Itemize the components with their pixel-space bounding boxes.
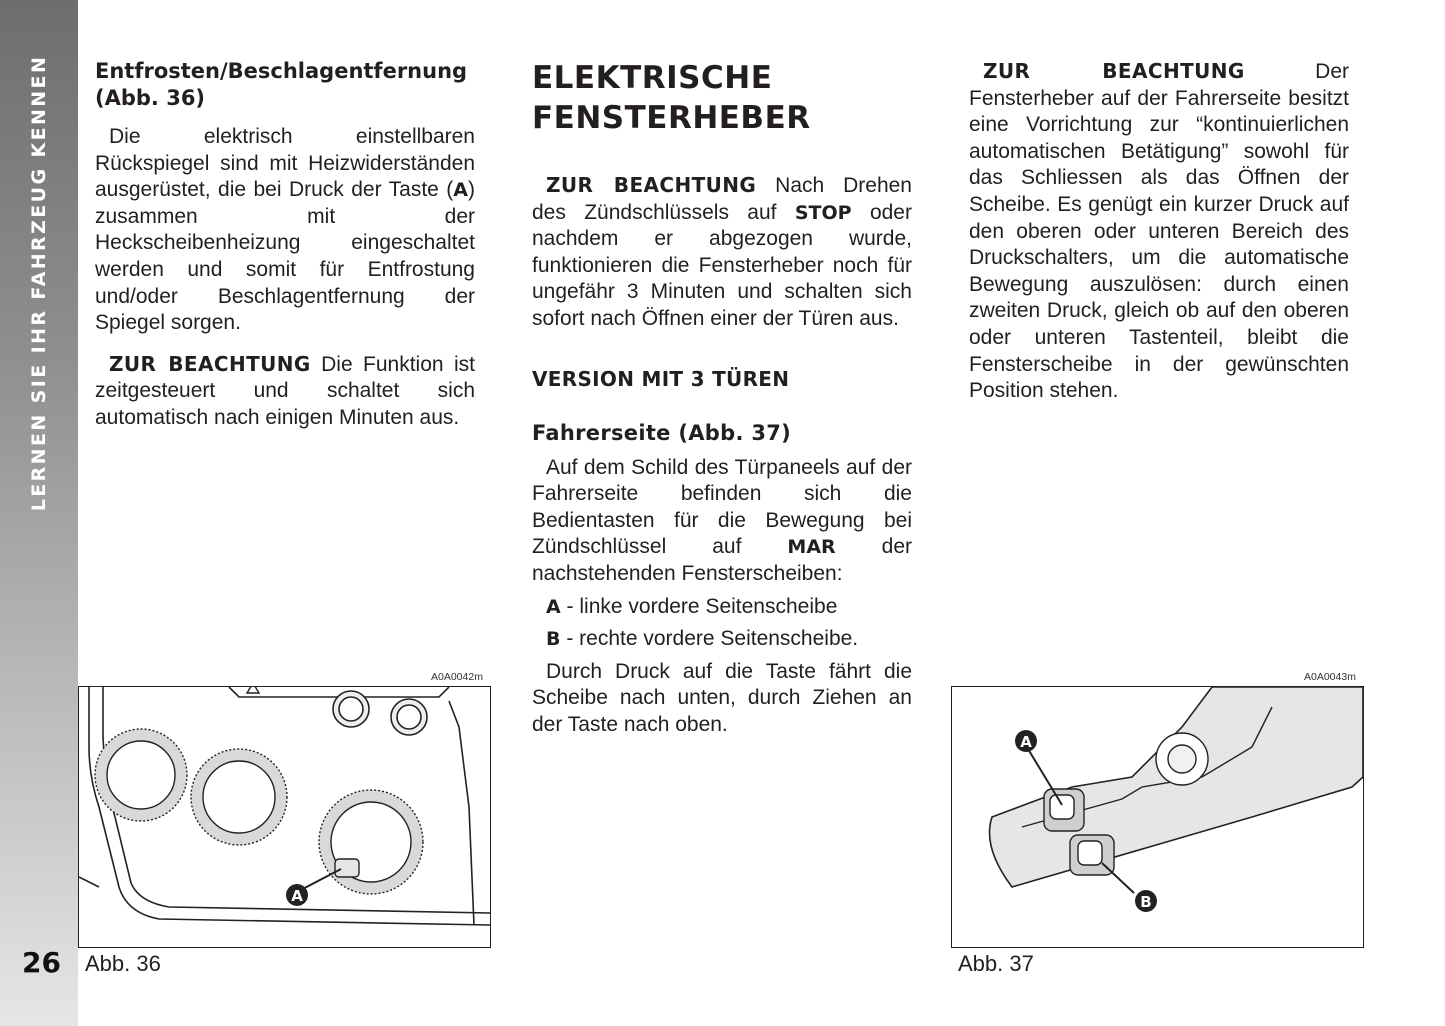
figure-37-callout-a: A [1020,733,1032,751]
defrost-note [95,351,475,432]
defrost-text-2: ) zusammen mit der Heckscheibenheizung eingeschaltet werden und somit für Entfrostung und/oder Beschlagentfernung der Spiegel sorgen. [95,178,475,335]
figure-37-illustration [951,686,1364,948]
version-heading: VERSION MIT 3 TÜREN [532,366,790,391]
figure-37-caption: Abb. 37 [958,951,1034,976]
figure-36-code: A0A0042m [431,671,483,683]
defrost-text-1: Die elektrisch einstellbaren Rückspiegel sind mit Heizwiderständen ausgerüstet, die bei Druck der Taste ( [95,125,475,202]
sidebar-title: LERNEN SIE IHR FAHRZEUG KENNEN [28,54,50,512]
note-keyword: ZUR BEACHTUNG [546,173,757,197]
section-heading-defrost: Entfrosten/Beschlagentfernung (Abb. 36) [95,59,468,110]
column-left [95,58,475,432]
sidebar [0,0,78,1026]
driver-text-1: Auf dem Schild des Türpaneels auf der Fahrerseite befinden sich die Bedientasten für die Bewegung bei Zündschlüssel auf [532,455,912,559]
driver-side-heading: Fahrerseite (Abb. 37) [532,420,792,445]
window-switch-panel-drawing [952,687,1363,947]
figure-37-callout-b: B [1140,893,1152,911]
figure-36-illustration [78,686,491,948]
main-heading-line1: ELEKTRISCHE [532,60,773,96]
list-item-key: A [546,595,561,618]
column-right [969,58,1349,405]
climate-control-drawing [79,687,490,947]
closing-paragraph: Durch Druck auf die Taste fährt die Scheibe nach unten, durch Ziehen an der Taste nach oben. [532,659,912,736]
list-item [532,626,912,653]
main-heading [532,58,912,138]
defrost-paragraph [95,124,475,337]
note-text: Die Funktion ist zeitgesteuert und schaltet sich automatisch nach einigen Minuten aus. [95,352,475,429]
note-text: Der Fensterheber auf der Fahrerseite besitzt eine Vorrichtung zur “kontinuierlichen automatischen Betätigung” sowohl für das Schliessen als das Öffnen der Scheibe. Es genügt ein kurzer Druck auf den oberen oder unteren Bereich des Druckschalters, um die automatische Bewegung auszulösen: durch einen zweiten Druck, gleich ob auf den oberen oder unteren Tastenteil, bleibt die Fensterscheibe in der gewünschten Position stehen. [969,60,1349,403]
note-keyword: ZUR BEACHTUNG [109,351,311,376]
list-item [532,594,912,621]
driver-paragraph [532,455,912,588]
note-text-1: Nach Drehen des Zündschlüssels auf [532,174,912,224]
figure-36-caption: Abb. 36 [85,951,161,976]
note-text-2: oder nachdem er abgezogen wurde, funktionieren die Fensterheber noch für ungefähr 3 Minuten und schalten sich sofort nach Öffnen einer der Türen aus. [532,200,912,330]
column-middle [532,58,912,739]
driver-text-2: der nachstehenden Fensterscheiben: [532,535,912,585]
list-item-key: B [546,628,561,651]
page-number: 26 [22,946,61,979]
figure-36-callout: A [291,887,303,905]
note-keyword: ZUR BEACHTUNG [983,59,1245,83]
list-item-text: - rechte vordere Seitenscheibe. [560,627,859,651]
main-heading-line2: FENSTERHEBER [532,100,811,136]
defrost-button-key: A [453,179,468,202]
window-note [532,172,912,333]
driver-bold-mar: MAR [787,536,836,559]
auto-note [969,58,1349,405]
figure-37-code: A0A0043m [1304,671,1356,683]
note-bold-stop: STOP [794,201,852,224]
list-item-text: - linke vordere Seitenscheibe [560,594,838,618]
